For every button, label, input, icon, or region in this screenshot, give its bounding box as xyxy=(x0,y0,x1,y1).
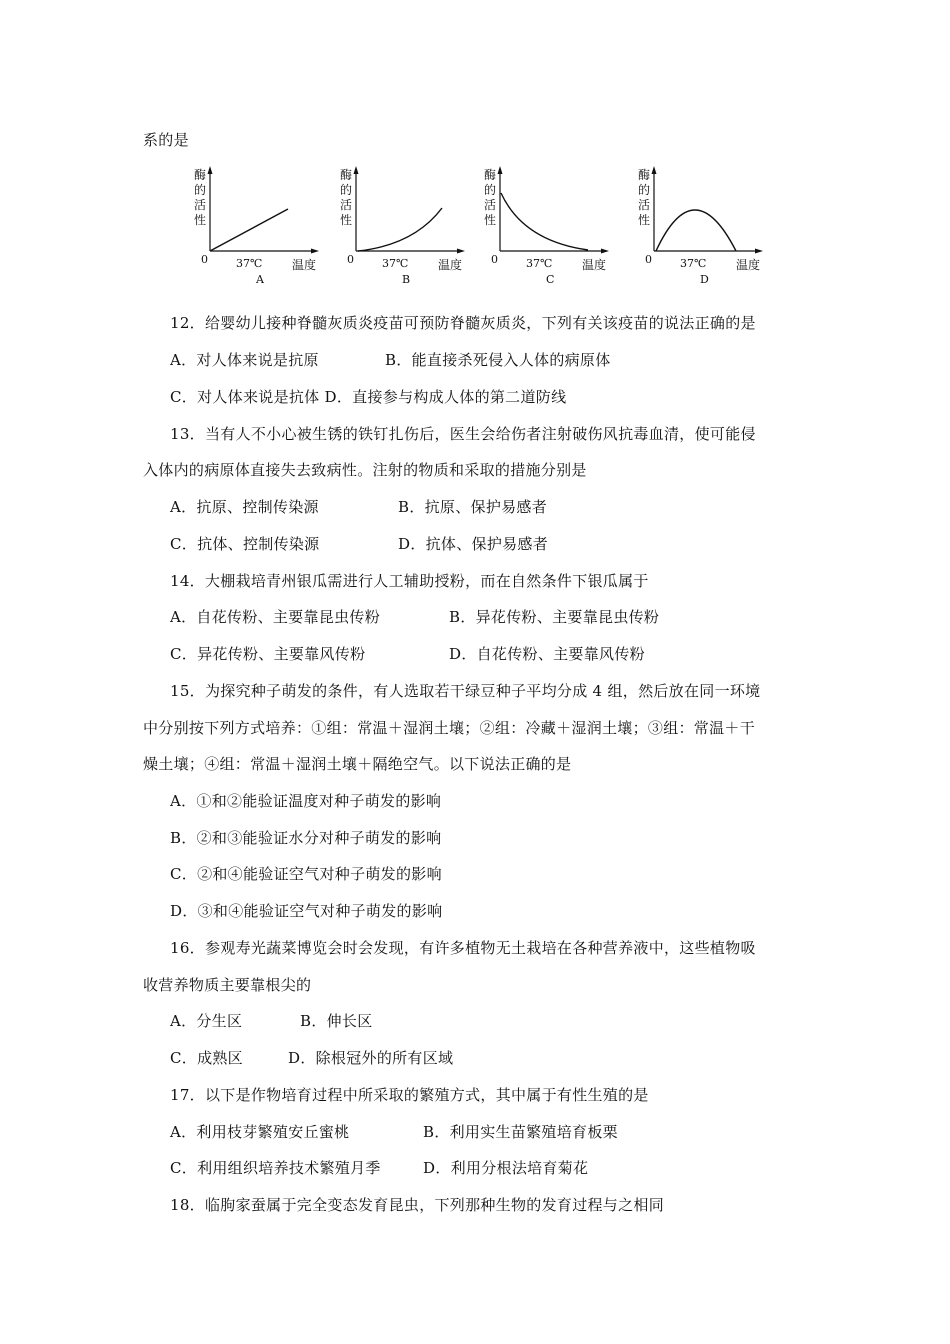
q13-option-a: A．抗原、控制传染源 xyxy=(170,498,319,516)
q12-option-a: A．对人体来说是抗原 xyxy=(170,351,319,369)
q13-option-c: C．抗体、控制传染源 xyxy=(170,535,320,553)
graph-c xyxy=(478,163,618,292)
q18-stem: 18．临朐家蚕属于完全变态发育昆虫，下列那种生物的发育过程与之相同 xyxy=(170,1196,664,1214)
q16-option-d: D．除根冠外的所有区域 xyxy=(288,1049,454,1067)
q12-option-cd: C．对人体来说是抗体 D．直接参与构成人体的第二道防线 xyxy=(170,388,567,406)
graph-curve xyxy=(358,208,442,251)
graph-ylabel-char: 酶 xyxy=(340,168,353,182)
q14-option-a: A．自花传粉、主要靠昆虫传粉 xyxy=(170,608,381,626)
q14-option-d: D．自花传粉、主要靠风传粉 xyxy=(449,645,645,663)
q14-option-c: C．异花传粉、主要靠风传粉 xyxy=(170,645,366,663)
q13-stem-line1: 13．当有人不小心被生锈的铁钉扎伤后，医生会给伤者注射破伤风抗毒血清，使可能侵 xyxy=(170,425,756,443)
graph-x-arrow xyxy=(755,249,763,254)
graph-xlabel: 温度 xyxy=(582,258,607,272)
graph-xlabel: 温度 xyxy=(736,258,761,272)
graph-ylabel-char: 性 xyxy=(484,213,497,227)
q17-option-b: B．利用实生苗繁殖培育板栗 xyxy=(423,1123,618,1141)
graph-y-arrow xyxy=(652,166,657,174)
q15-stem-line1: 15．为探究种子萌发的条件，有人选取若干绿豆种子平均分成 4 组，然后放在同一环境 xyxy=(170,682,761,700)
graph-origin: 0 xyxy=(201,253,208,266)
graph-tick: 37℃ xyxy=(236,257,263,270)
graph-ylabel-char: 性 xyxy=(638,213,651,227)
q17-option-c: C．利用组织培养技术繁殖月季 xyxy=(170,1159,381,1177)
graph-label: D xyxy=(700,273,709,286)
graph-a xyxy=(188,163,328,292)
q15-stem-line2: 中分别按下列方式培养：①组：常温＋湿润土壤；②组：冷藏＋湿润土壤；③组：常温＋干 xyxy=(143,719,756,737)
graph-origin: 0 xyxy=(645,253,652,266)
graph-ylabel-char: 性 xyxy=(340,213,353,227)
graph-y-arrow xyxy=(498,166,503,174)
graph-ylabel-char: 活 xyxy=(484,198,497,212)
q16-option-c: C．成熟区 xyxy=(170,1049,243,1067)
graph-ylabel-char: 酶 xyxy=(484,168,497,182)
q15-option-a: A．①和②能验证温度对种子萌发的影响 xyxy=(170,792,442,810)
graph-ylabel-char: 酶 xyxy=(194,168,207,182)
q16-stem-line1: 16．参观寿光蔬菜博览会时会发现，有许多植物无土栽培在各种营养液中，这些植物吸 xyxy=(170,939,756,957)
graph-d xyxy=(632,163,772,292)
q16-stem-line2: 收营养物质主要靠根尖的 xyxy=(143,976,312,994)
graph-ylabel-char: 性 xyxy=(194,213,207,227)
q15-stem-line3: 燥土壤；④组：常温＋湿润土壤＋隔绝空气。以下说法正确的是 xyxy=(143,755,572,773)
q15-option-c: C．②和④能验证空气对种子萌发的影响 xyxy=(170,865,442,883)
q13-stem-line2: 入体内的病原体直接失去致病性。注射的物质和采取的措施分别是 xyxy=(143,461,587,479)
intro-text: 系的是 xyxy=(143,131,189,149)
graph-label: A xyxy=(256,273,264,286)
graph-ylabel-char: 的 xyxy=(340,183,353,197)
graph-ylabel-char: 的 xyxy=(484,183,497,197)
q16-option-b: B．伸长区 xyxy=(300,1012,373,1030)
graph-b xyxy=(334,163,474,292)
graph-origin: 0 xyxy=(347,253,354,266)
q14-option-b: B．异花传粉、主要靠昆虫传粉 xyxy=(449,608,660,626)
q13-option-d: D．抗体、保护易感者 xyxy=(398,535,549,553)
graph-ylabel-char: 酶 xyxy=(638,168,651,182)
graph-label: C xyxy=(546,273,555,286)
q15-option-d: D．③和④能验证空气对种子萌发的影响 xyxy=(170,902,443,920)
q16-option-a: A．分生区 xyxy=(170,1012,243,1030)
q17-option-d: D．利用分根法培育菊花 xyxy=(423,1159,589,1177)
q13-option-b: B．抗原、保护易感者 xyxy=(398,498,548,516)
graph-tick: 37℃ xyxy=(382,257,409,270)
graph-xlabel: 温度 xyxy=(292,258,317,272)
graph-xlabel: 温度 xyxy=(438,258,463,272)
graph-curve xyxy=(501,193,588,250)
graph-ylabel-char: 活 xyxy=(340,198,353,212)
graph-ylabel-char: 的 xyxy=(194,183,207,197)
q14-stem: 14．大棚栽培青州银瓜需进行人工辅助授粉，而在自然条件下银瓜属于 xyxy=(170,572,649,590)
q17-option-a: A．利用枝芽繁殖安丘蜜桃 xyxy=(170,1123,350,1141)
graph-x-arrow xyxy=(457,249,465,254)
q17-stem: 17．以下是作物培育过程中所采取的繁殖方式，其中属于有性生殖的是 xyxy=(170,1086,649,1104)
graph-ylabel-char: 的 xyxy=(638,183,651,197)
graph-x-arrow xyxy=(311,249,319,254)
graph-y-arrow xyxy=(208,166,213,174)
graph-curve xyxy=(656,210,736,251)
q12-stem: 12．给婴幼儿接种脊髓灰质炎疫苗可预防脊髓灰质炎，下列有关该疫苗的说法正确的是 xyxy=(170,314,756,332)
graph-tick: 37℃ xyxy=(680,257,707,270)
q12-option-b: B．能直接杀死侵入人体的病原体 xyxy=(385,351,611,369)
graph-y-arrow xyxy=(354,166,359,174)
graph-ylabel-char: 活 xyxy=(638,198,651,212)
graph-origin: 0 xyxy=(491,253,498,266)
graph-tick: 37℃ xyxy=(526,257,553,270)
q15-option-b: B．②和③能验证水分对种子萌发的影响 xyxy=(170,829,442,847)
graph-x-arrow xyxy=(601,249,609,254)
graph-ylabel-char: 活 xyxy=(194,198,207,212)
graph-curve xyxy=(210,209,288,251)
graph-label: B xyxy=(402,273,411,286)
